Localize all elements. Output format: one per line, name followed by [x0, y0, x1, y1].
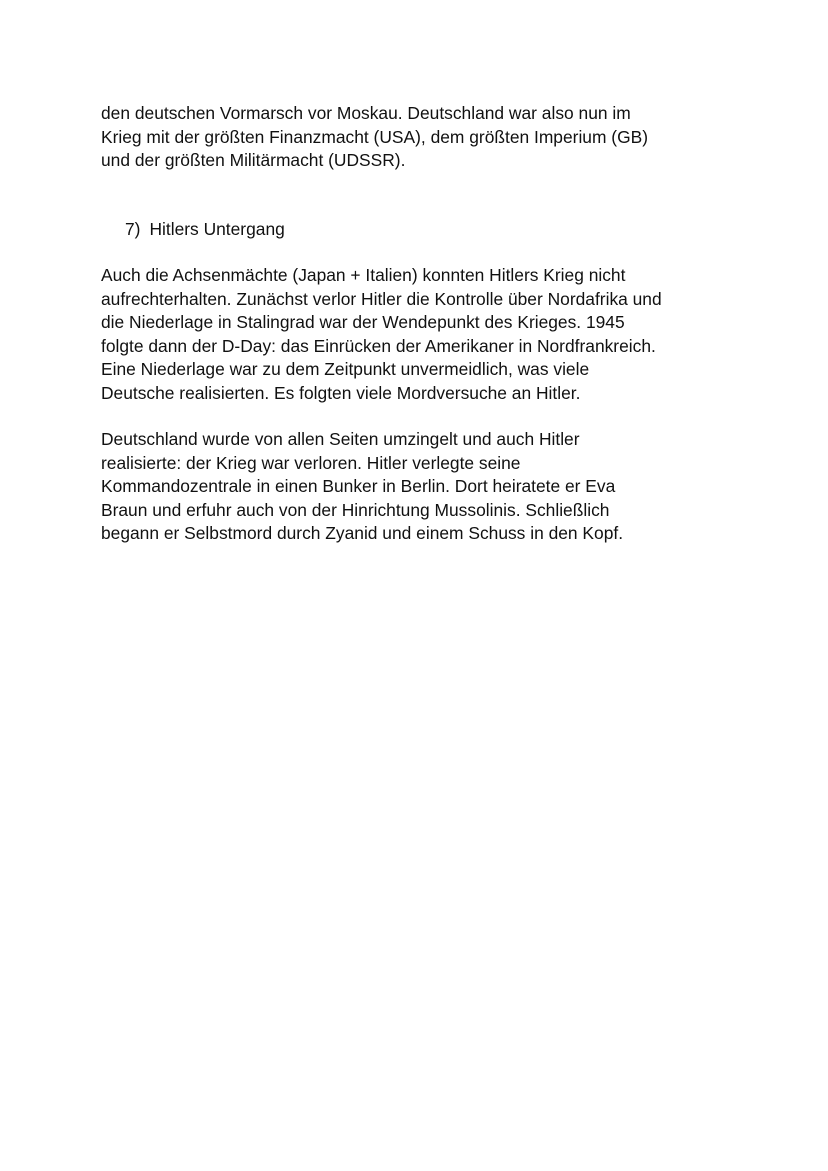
text-line: die Niederlage in Stalingrad war der Wendepunkt des Krieges. 1945	[101, 312, 625, 332]
text-line: Deutsche realisierten. Es folgten viele Mordversuche an Hitler.	[101, 382, 581, 403]
paragraph-continuation	[101, 102, 761, 173]
section-heading	[125, 218, 285, 242]
text-line: den deutschen Vormarsch vor Moskau. Deutschland war also nun im	[101, 103, 631, 123]
text-line: folgte dann der D-Day: das Einrücken der Amerikaner in Nordfrankreich.	[101, 335, 656, 356]
text-line: Braun und erfuhr auch von der Hinrichtung Mussolinis. Schließlich	[101, 499, 610, 520]
paragraph-axis-powers	[101, 264, 761, 405]
text-line: Deutschland wurde von allen Seiten umzingelt und auch Hitler	[101, 429, 580, 449]
section-number: 7)	[125, 219, 141, 239]
text-line: Auch die Achsenmächte (Japan + Italien) konnten Hitlers Krieg nicht	[101, 265, 626, 285]
section-title: Hitlers Untergang	[149, 219, 285, 239]
text-line: Krieg mit der größten Finanzmacht (USA), dem größten Imperium (GB)	[101, 126, 649, 147]
text-line: und der größten Militärmacht (UDSSR).	[101, 150, 406, 170]
text-line: Kommandozentrale in einen Bunker in Berlin. Dort heiratete er Eva	[101, 476, 616, 496]
paragraph-downfall	[101, 428, 761, 546]
text-line: realisierte: der Krieg war verloren. Hitler verlegte seine	[101, 452, 521, 473]
text-line: Eine Niederlage war zu dem Zeitpunkt unvermeidlich, was viele	[101, 359, 590, 379]
text-line: begann er Selbstmord durch Zyanid und einem Schuss in den Kopf.	[101, 523, 624, 543]
text-line: aufrechterhalten. Zunächst verlor Hitler die Kontrolle über Nordafrika und	[101, 288, 662, 309]
